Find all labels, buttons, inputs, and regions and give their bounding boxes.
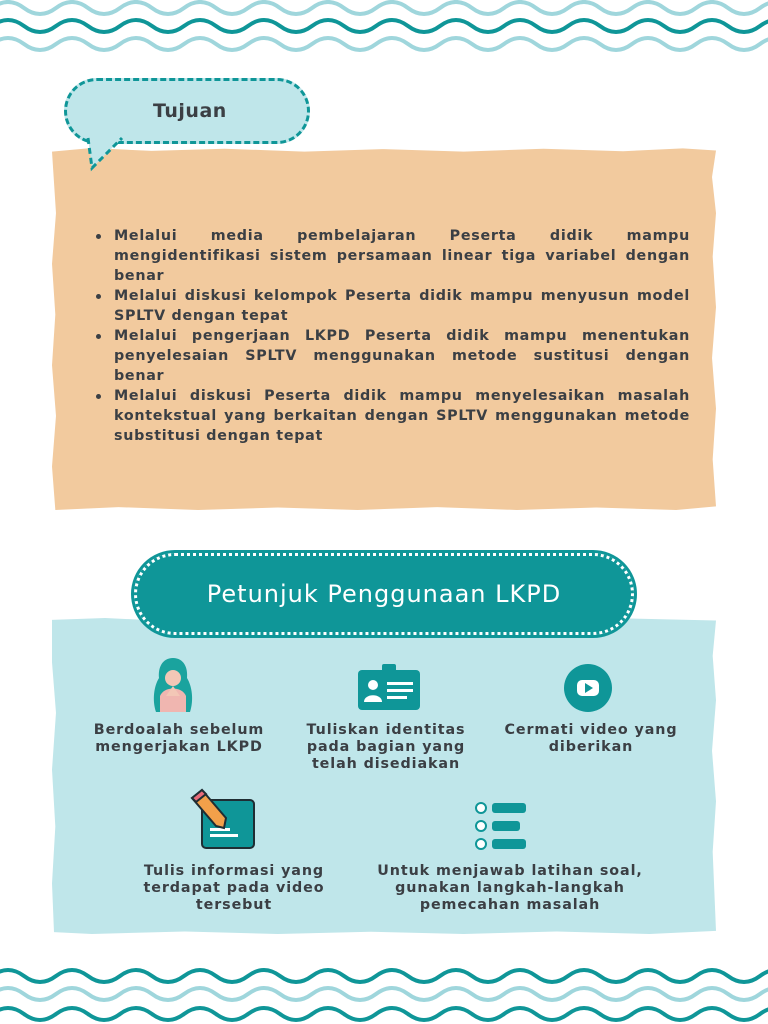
petunjuk-title: Petunjuk Penggunaan LKPD: [206, 580, 562, 608]
petunjuk-banner: [134, 553, 634, 635]
tujuan-item: Melalui diskusi Peserta didik mampu menyelesaikan masalah kontekstual yang berkaitan dengan SPLTV menggunakan metode substitusi dengan tepat: [114, 388, 690, 444]
video-play-icon: [562, 664, 614, 712]
step-text: Untuk menjawab latihan soal, gunakan langkah-langkah pemecahan masalah: [377, 863, 643, 913]
step-video: [496, 722, 686, 756]
step-text: Tulis informasi yang terdapat pada video tersebut: [143, 863, 325, 913]
praying-person-icon: [150, 656, 196, 714]
step-identity: [296, 722, 476, 773]
step-answer-exercise: [362, 863, 658, 914]
step-text: Cermati video yang diberikan: [504, 722, 678, 755]
step-text: Berdoalah sebelum mengerjakan LKPD: [93, 722, 265, 755]
top-wave-decoration: [0, 0, 768, 60]
tujuan-item: Melalui media pembelajaran Peserta didik mampu mengidentifikasi sistem persamaan linear tiga variabel dengan benar: [114, 228, 690, 284]
bottom-wave-decoration: [0, 960, 768, 1024]
tujuan-item: Melalui diskusi kelompok Peserta didik mampu menyusun model SPLTV dengan tepat: [114, 288, 690, 324]
step-write-info: [136, 863, 332, 914]
tujuan-list: [94, 226, 690, 446]
pencil-note-icon: [192, 790, 254, 848]
tujuan-title: Tujuan: [153, 100, 227, 122]
step-text: Tuliskan identitas pada bagian yang telah disediakan: [306, 722, 466, 772]
step-pray: [86, 722, 272, 756]
speech-bubble-tail: [82, 136, 126, 172]
checklist-icon: [474, 802, 528, 850]
tujuan-bubble: [64, 78, 310, 144]
tujuan-item: Melalui pengerjaan LKPD Peserta didik mampu menentukan penyelesaian SPLTV menggunakan metode sustitusi dengan benar: [114, 328, 690, 384]
id-card-icon: [356, 664, 422, 712]
